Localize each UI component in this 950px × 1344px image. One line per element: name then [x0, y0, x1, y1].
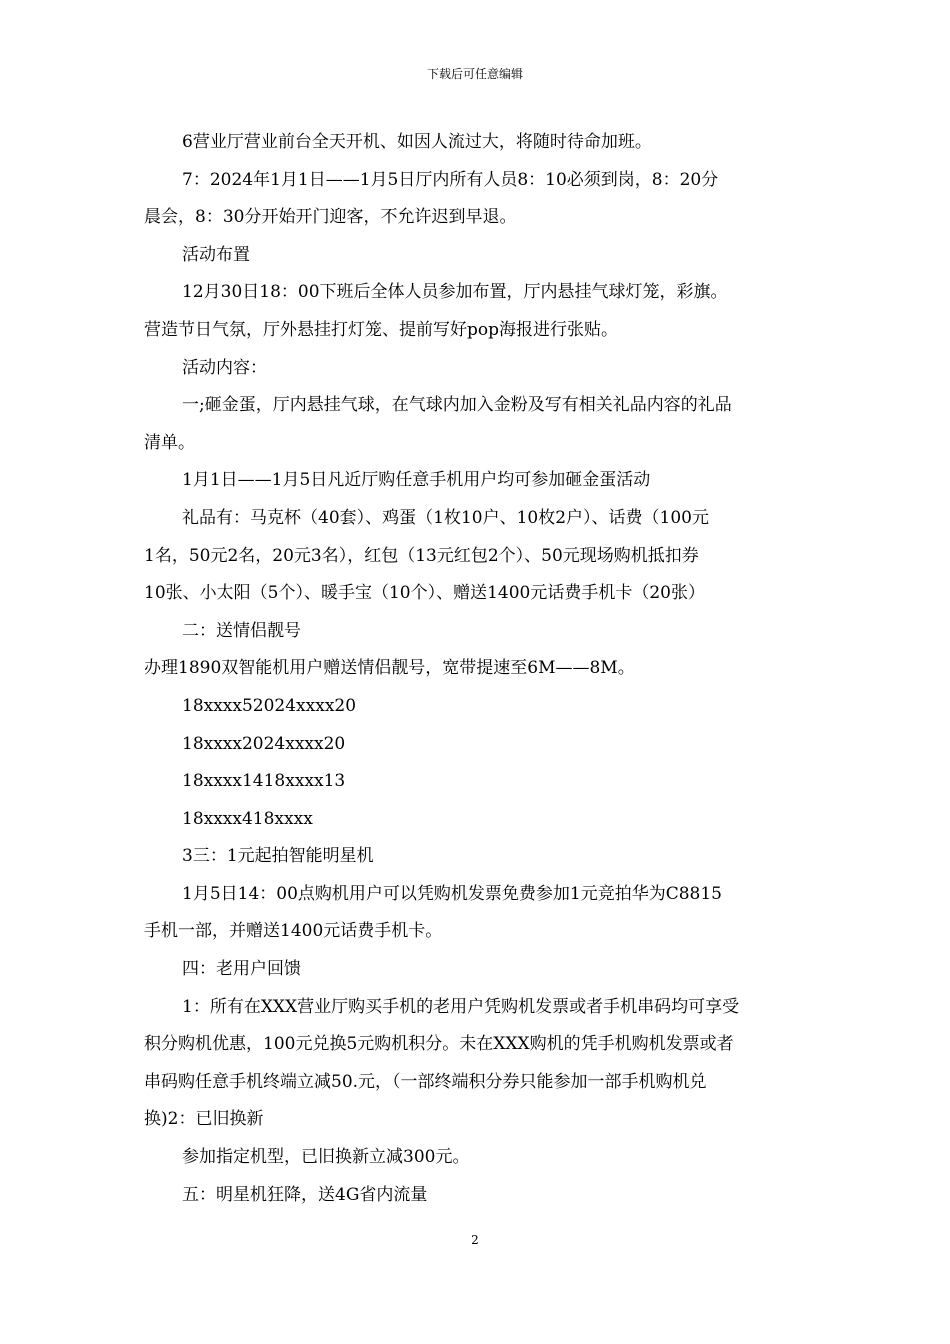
paragraph-line: 10张、小太阳（5个）、暖手宝（10个）、赠送1400元话费手机卡（20张）: [144, 583, 705, 604]
paragraph-line: 换)2：已旧换新: [144, 1109, 264, 1130]
paragraph-line: 1月5日14：00点购机用户可以凭购机发票免费参加1元竞拍华为C8815: [182, 883, 722, 904]
paragraph-line: 6营业厅营业前台全天开机、如因人流过大，将随时待命加班。: [182, 132, 652, 152]
paragraph-line: 12月30日18：00下班后全体人员参加布置，厅内悬挂气球灯笼，彩旗。: [182, 282, 728, 303]
paragraph-line: 1：所有在XXX营业厅购买手机的老用户凭购机发票或者手机串码均可享受: [182, 996, 740, 1017]
page-number: 2: [471, 1233, 479, 1247]
document-body: [144, 124, 812, 1214]
paragraph-line: 一;砸金蛋，厅内悬挂气球，在气球内加入金粉及写有相关礼品内容的礼品: [182, 395, 732, 416]
section-heading: 3三：1元起拍智能明星机: [182, 846, 374, 867]
paragraph-line: 串码购任意手机终端立减50.元，（一部终端积分券只能参加一部手机购机兑: [144, 1071, 707, 1092]
paragraph-line: 办理1890双智能机用户赠送情侣靓号，宽带提速至6M——8M。: [144, 658, 635, 679]
phone-number: 18xxxx52024xxxx20: [182, 695, 357, 716]
paragraph-line: 参加指定机型，已旧换新立减300元。: [182, 1147, 470, 1168]
phone-number: 18xxxx2024xxxx20: [182, 733, 346, 754]
paragraph-line: 7：2024年1月1日——1月5日厅内所有人员8：10必须到岗，8：20分: [182, 169, 719, 190]
paragraph-line: 晨会，8：30分开始开门迎客，不允许迟到早退。: [144, 207, 517, 228]
paragraph-line: 1名，50元2名，20元3名），红包（13元红包2个）、50元现场购机抵扣券: [144, 545, 699, 566]
page-header: 下载后可任意编辑: [426, 67, 523, 81]
paragraph-line: 礼品有：马克杯（40套）、鸡蛋（1枚10户、10枚2户）、话费（100元: [182, 507, 709, 528]
phone-number: 18xxxx1418xxxx13: [182, 771, 346, 792]
paragraph-line: 手机一部，并赠送1400元话费手机卡。: [144, 921, 443, 942]
section-heading: 活动布置: [182, 244, 250, 265]
paragraph-line: 清单。: [144, 432, 195, 453]
section-heading: 五：明星机狂降，送4G省内流量: [182, 1184, 428, 1205]
phone-number: 18xxxx418xxxx: [182, 808, 313, 829]
section-heading: 活动内容：: [182, 357, 267, 378]
section-heading: 二：送情侣靓号: [182, 620, 301, 641]
paragraph-line: 1月1日——1月5日凡近厅购任意手机用户均可参加砸金蛋活动: [182, 470, 651, 491]
paragraph-line: 积分购机优惠，100元兑换5元购机积分。未在XXX购机的凭手机购机发票或者: [144, 1034, 734, 1055]
section-heading: 四：老用户回馈: [182, 959, 301, 980]
paragraph-line: 营造节日气氛，厅外悬挂打灯笼、提前写好pop海报进行张贴。: [144, 319, 618, 340]
